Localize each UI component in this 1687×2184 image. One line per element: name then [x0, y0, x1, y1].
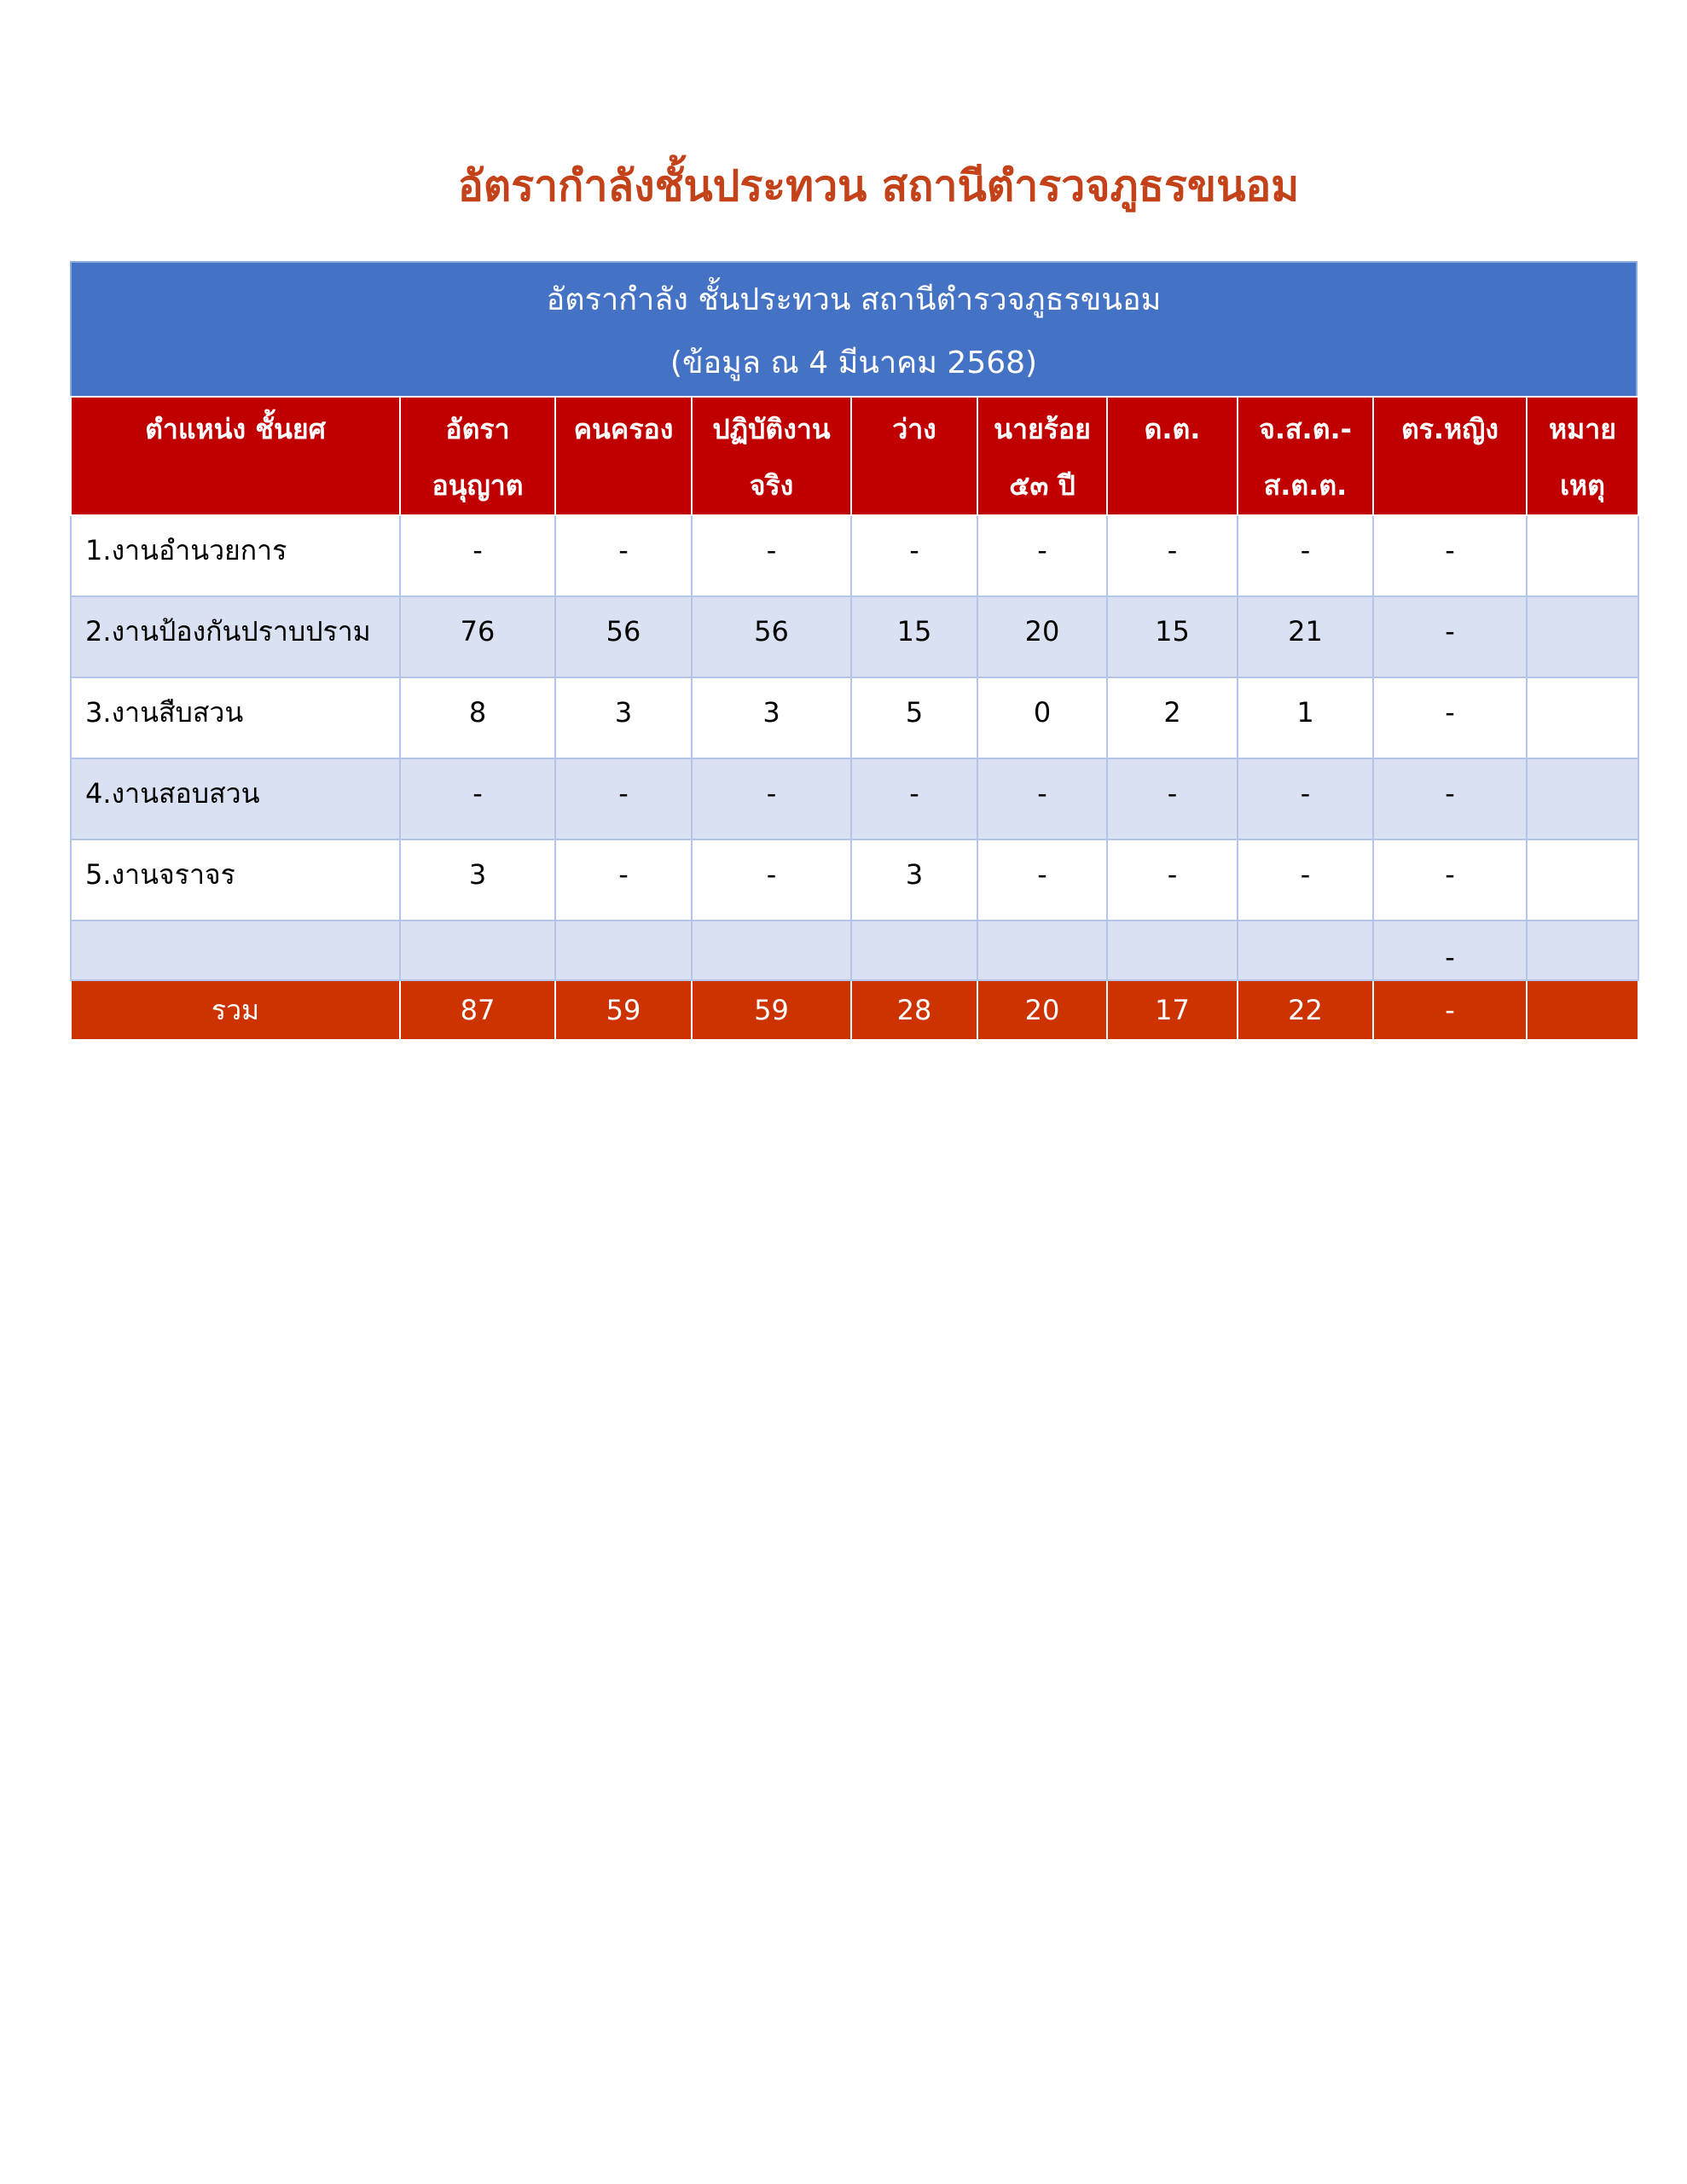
- table-cell: -: [692, 839, 851, 921]
- table-cell: [1107, 921, 1238, 980]
- table-cell: 21: [1238, 596, 1373, 677]
- total-cell: -: [1373, 980, 1527, 1040]
- header-row: [71, 397, 1638, 515]
- table-cell: -: [1373, 921, 1527, 980]
- page-title: อัตรากำลังชั้นประทวน สถานีตำรวจภูธรขนอม: [457, 161, 1300, 211]
- row-label: 5.งานจราจร: [71, 839, 400, 921]
- header-cell-occupied: คนครอง: [555, 397, 692, 515]
- table-cell: -: [1373, 596, 1527, 677]
- table-cell: 8: [400, 677, 555, 758]
- table-cell: [692, 921, 851, 980]
- table-cell: 3: [555, 677, 692, 758]
- header-cell-female: ตร.หญิง: [1373, 397, 1527, 515]
- header-cell-officer: นายร้อย ๕๓ ปี: [977, 397, 1107, 515]
- table-cell: [1527, 758, 1638, 839]
- row-label: 4.งานสอบสวน: [71, 758, 400, 839]
- table-cell: [1527, 839, 1638, 921]
- table-cell: [555, 921, 692, 980]
- table-cell: -: [977, 839, 1107, 921]
- total-label: รวม: [71, 980, 400, 1040]
- header-cell-sergeant: จ.ส.ต.- ส.ต.ต.: [1238, 397, 1373, 515]
- table-cell: -: [400, 515, 555, 596]
- table-cell: 56: [555, 596, 692, 677]
- staffing-table: [70, 261, 1638, 1041]
- header-cell-position: ตำแหน่ง ชั้นยศ: [71, 397, 400, 515]
- table-cell: [400, 921, 555, 980]
- table-cell: -: [977, 758, 1107, 839]
- table-cell: -: [851, 515, 977, 596]
- table-cell: -: [1107, 839, 1238, 921]
- table-row: [71, 921, 1638, 980]
- table-cell: -: [851, 758, 977, 839]
- total-cell: 28: [851, 980, 977, 1040]
- total-cell: 59: [692, 980, 851, 1040]
- data-table: [70, 396, 1639, 1041]
- row-label: [71, 921, 400, 980]
- table-row: [71, 758, 1638, 839]
- total-cell: 20: [977, 980, 1107, 1040]
- table-cell: 76: [400, 596, 555, 677]
- table-cell: -: [1373, 839, 1527, 921]
- table-cell: 15: [1107, 596, 1238, 677]
- table-banner: [70, 261, 1638, 396]
- table-cell: [1527, 921, 1638, 980]
- row-label: 1.งานอำนวยการ: [71, 515, 400, 596]
- table-cell: -: [1238, 758, 1373, 839]
- table-cell: 1: [1238, 677, 1373, 758]
- table-cell: -: [977, 515, 1107, 596]
- table-cell: 0: [977, 677, 1107, 758]
- total-cell: 17: [1107, 980, 1238, 1040]
- table-cell: -: [400, 758, 555, 839]
- table-cell: 15: [851, 596, 977, 677]
- table-cell: 5: [851, 677, 977, 758]
- table-cell: 3: [851, 839, 977, 921]
- table-cell: -: [1238, 839, 1373, 921]
- header-cell-active: ปฏิบัติงาน จริง: [692, 397, 851, 515]
- header-cell-vacant: ว่าง: [851, 397, 977, 515]
- row-label: 2.งานป้องกันปราบปราม: [71, 596, 400, 677]
- table-cell: -: [1107, 758, 1238, 839]
- table-cell: [1527, 596, 1638, 677]
- table-cell: -: [1373, 758, 1527, 839]
- table-cell: [851, 921, 977, 980]
- table-cell: -: [1373, 515, 1527, 596]
- header-cell-authorized: อัตรา อนุญาต: [400, 397, 555, 515]
- table-cell: -: [1373, 677, 1527, 758]
- header-cell-remark: หมาย เหตุ: [1527, 397, 1638, 515]
- row-label: 3.งานสืบสวน: [71, 677, 400, 758]
- total-cell: 59: [555, 980, 692, 1040]
- table-row: [71, 677, 1638, 758]
- table-cell: -: [692, 758, 851, 839]
- total-row: [71, 980, 1638, 1040]
- table-cell: -: [555, 515, 692, 596]
- table-cell: [977, 921, 1107, 980]
- table-cell: 56: [692, 596, 851, 677]
- table-cell: 3: [692, 677, 851, 758]
- table-cell: 2: [1107, 677, 1238, 758]
- table-cell: 20: [977, 596, 1107, 677]
- banner-date: (ข้อมูล ณ 4 มีนาคม 2568): [670, 346, 1038, 380]
- table-cell: -: [1107, 515, 1238, 596]
- table-row: [71, 839, 1638, 921]
- banner-title: อัตรากำลัง ชั้นประทวน สถานีตำรวจภูธรขนอม: [546, 282, 1162, 317]
- table-cell: [1527, 515, 1638, 596]
- table-cell: -: [1238, 515, 1373, 596]
- table-cell: -: [692, 515, 851, 596]
- table-row: [71, 596, 1638, 677]
- header-cell-sergeant-major: ด.ต.: [1107, 397, 1238, 515]
- table-cell: 3: [400, 839, 555, 921]
- total-cell: 87: [400, 980, 555, 1040]
- table-cell: [1527, 677, 1638, 758]
- total-cell: 22: [1238, 980, 1373, 1040]
- total-cell: [1527, 980, 1638, 1040]
- table-cell: -: [555, 758, 692, 839]
- table-row: [71, 515, 1638, 596]
- table-cell: -: [555, 839, 692, 921]
- table-cell: [1238, 921, 1373, 980]
